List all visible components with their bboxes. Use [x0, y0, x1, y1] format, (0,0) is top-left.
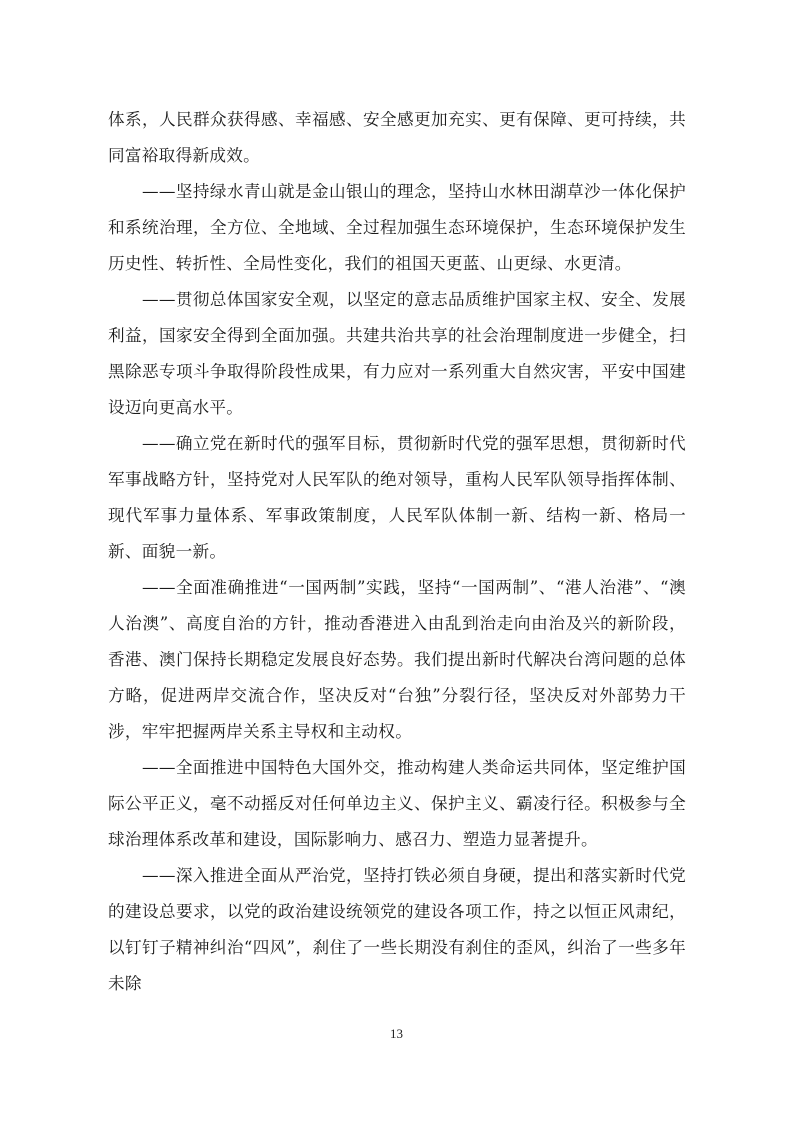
paragraph-party-governance: ——深入推进全面从严治党，坚持打铁必须自身硬，提出和落实新时代党的建设总要求，以党的政治建设统领党的建设各项工作，持之以恒正风肃纪，以钉钉子精神纠治“四风”，刹住了一些长期没有刹住的歪风，纠治了一些多年未除	[108, 866, 686, 993]
paragraph-ecology: ——坚持绿水青山就是金山银山的理念，坚持山水林田湖草沙一体化保护和系统治理，全方位、全地域、全过程加强生态环境保护，生态环境保护发生历史性、转折性、全局性变化，我们的祖国天更蓝、山更绿、水更清。	[108, 182, 686, 273]
paragraph-diplomacy: ——全面推进中国特色大国外交，推动构建人类命运共同体，坚定维护国际公平正义，毫不动摇反对任何单边主义、保护主义、霸凌行径。积极参与全球治理体系改革和建设，国际影响力、感召力、塑造力显著提升。	[108, 758, 686, 849]
paragraph-military: ——确立党在新时代的强军目标，贯彻新时代党的强军思想，贯彻新时代军事战略方针，坚持党对人民军队的绝对领导，重构人民军队领导指挥体制、现代军事力量体系、军事政策制度，人民军队体制一新、结构一新、格局一新、面貌一新。	[108, 434, 686, 561]
paragraph-continuation: 体系，人民群众获得感、幸福感、安全感更加充实、更有保障、更可持续，共同富裕取得新成效。	[108, 110, 686, 165]
paragraph-one-country-two-systems: ——全面准确推进“一国两制”实践，坚持“一国两制”、“港人治港”、“澳人治澳”、高度自治的方针，推动香港进入由乱到治走向由治及兴的新阶段，香港、澳门保持长期稳定发展良好态势。我们提出新时代解决台湾问题的总体方略，促进两岸交流合作，坚决反对“台独”分裂行径，坚决反对外部势力干涉，牢牢把握两岸关系主导权和主动权。	[108, 578, 686, 741]
page-number: 13	[390, 1026, 403, 1041]
paragraph-security: ——贯彻总体国家安全观，以坚定的意志品质维护国家主权、安全、发展利益，国家安全得到全面加强。共建共治共享的社会治理制度进一步健全，扫黑除恶专项斗争取得阶段性成果，有力应对一系列重大自然灾害，平安中国建设迈向更高水平。	[108, 290, 686, 417]
body-text	[108, 102, 686, 1002]
